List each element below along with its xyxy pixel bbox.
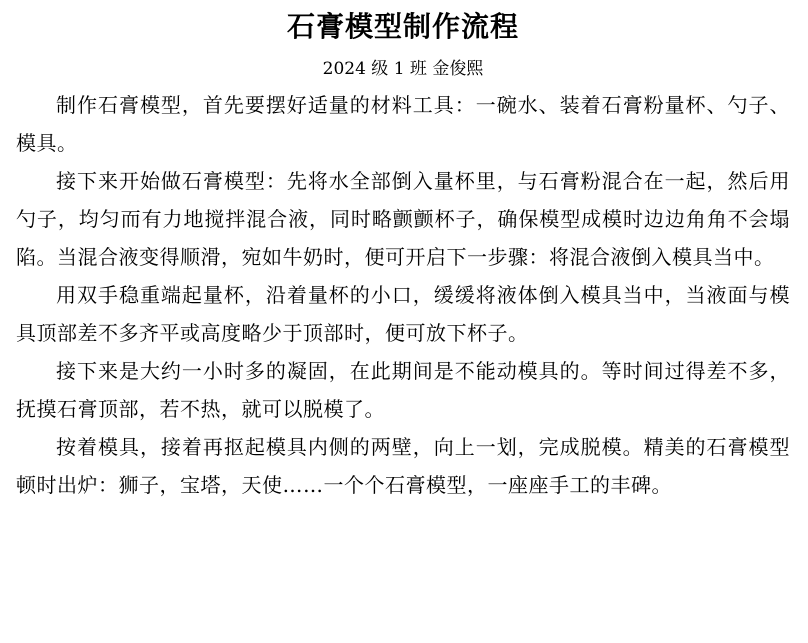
document-title: 石膏模型制作流程 (286, 10, 519, 43)
author-line: 2024 级 1 班 金俊熙 (322, 59, 484, 79)
paragraph: 接下来开始做石膏模型：先将水全部倒入量杯里，与石膏粉混合在一起，然后用勺子，均匀而有力地搅拌混合液，同时略颤颤杯子，确保模型成模时边边角角不会塌陷。当混合液变得顺滑，宛如牛奶时，便可开启下一步骤：将混合液倒入模具当中。 (16, 169, 790, 269)
paragraph: 制作石膏模型，首先要摆好适量的材料工具：一碗水、装着石膏粉量杯、勺子、模具。 (16, 93, 790, 155)
paragraph: 按着模具，接着再抠起模具内侧的两壁，向上一划，完成脱模。精美的石膏模型顿时出炉：狮子，宝塔，天使……一个个石膏模型，一座座手工的丰碑。 (16, 435, 790, 497)
paragraph: 接下来是大约一小时多的凝固，在此期间是不能动模具的。等时间过得差不多，抚摸石膏顶部，若不热，就可以脱模了。 (16, 359, 790, 421)
paragraph: 用双手稳重端起量杯，沿着量杯的小口，缓缓将液体倒入模具当中，当液面与模具顶部差不多齐平或高度略少于顶部时，便可放下杯子。 (16, 283, 790, 345)
document-body (16, 86, 790, 504)
